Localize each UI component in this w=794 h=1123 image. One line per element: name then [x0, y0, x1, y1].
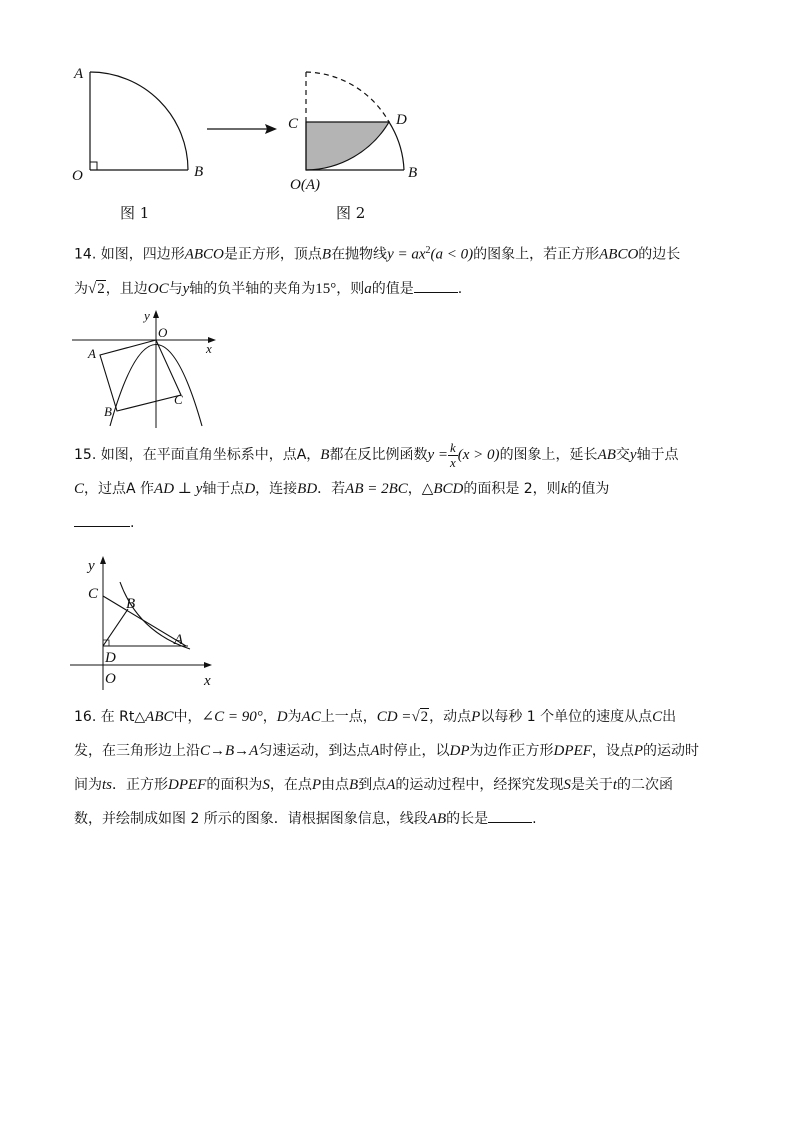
figure-14 [70, 308, 220, 430]
fig15-label-d: D [105, 650, 116, 666]
question-16: 16. 在 Rt△ABC中，∠C = 90°，D为AC上一点，CD =√2，动点P以每秒 1 个单位的速度从点C出 发，在三角形边上沿C→B→A匀速运动，到达点A时停止，以DP为边作正方形DPEF，设点P的运动时 间为ts．正方形DPEF的面积为S，在点P由点B到点A的运动过程中，经探究发现S是关于t的二次函 数，并绘制成如图 2 所示的图象．请根据图象信息，线段AB的长是 . [74, 709, 700, 827]
transform-arrow [205, 120, 280, 138]
fig14-label-b: B [104, 404, 112, 419]
fig1-label-o: O [72, 168, 83, 184]
answer-blank-16[interactable] [488, 810, 532, 823]
caption-figure-2: 图 2 [336, 204, 366, 222]
figure-1 [66, 58, 216, 188]
fig1-label-a: A [74, 66, 84, 82]
fig2-label-b: B [408, 165, 418, 181]
fig14-label-x: x [206, 341, 212, 356]
fig1-label-b: B [194, 164, 204, 180]
caption-figure-1: 图 1 [120, 204, 150, 222]
fig14-label-o: O [158, 325, 168, 340]
fig14-label-y: y [144, 308, 150, 323]
fig14-label-c: C [174, 392, 183, 407]
fig1-right-angle-mark [90, 162, 97, 170]
fig15-label-x: x [204, 673, 211, 689]
answer-blank-14[interactable] [414, 280, 458, 293]
question-14: 14. 如图，四边形ABCO是正方形，顶点B在抛物线$y = ax^2(a < 0)$的图象上，若正方形ABCO的边长 为√2，且边OC与y轴的负半轴的夹角为15°，则a的值是 . [74, 245, 681, 297]
question-15: 15. 如图，在平面直角坐标系中，点A，B都在反比例函数y = $\frac{k}{x}$ (x > 0)的图象上，延长AB交y轴于点 C，过点A 作AD ⊥ y轴于点D，连接BD．若AB = 2BC，△BCD的面积是 2，则k的值为 . [74, 439, 679, 531]
figure-15 [68, 552, 218, 692]
fig15-label-a: A [174, 632, 184, 648]
fig2-label-d: D [396, 112, 407, 128]
answer-blank-15[interactable] [74, 514, 130, 527]
fig2-label-oa: O(A) [290, 177, 320, 193]
fig15-label-o: O [105, 671, 116, 687]
fig15-line-bd [103, 609, 128, 646]
fig2-lower-arc [389, 122, 404, 170]
fig14-label-a: A [88, 346, 96, 361]
fig1-arc [90, 72, 188, 170]
fig15-label-y: y [88, 558, 95, 574]
fig2-dashed-arc [306, 72, 389, 122]
fig2-shaded-region [306, 122, 389, 170]
fig2-label-c: C [288, 116, 299, 132]
fig15-label-c: C [88, 586, 99, 602]
fig15-label-b: B [126, 596, 136, 612]
figure-2 [284, 60, 434, 194]
